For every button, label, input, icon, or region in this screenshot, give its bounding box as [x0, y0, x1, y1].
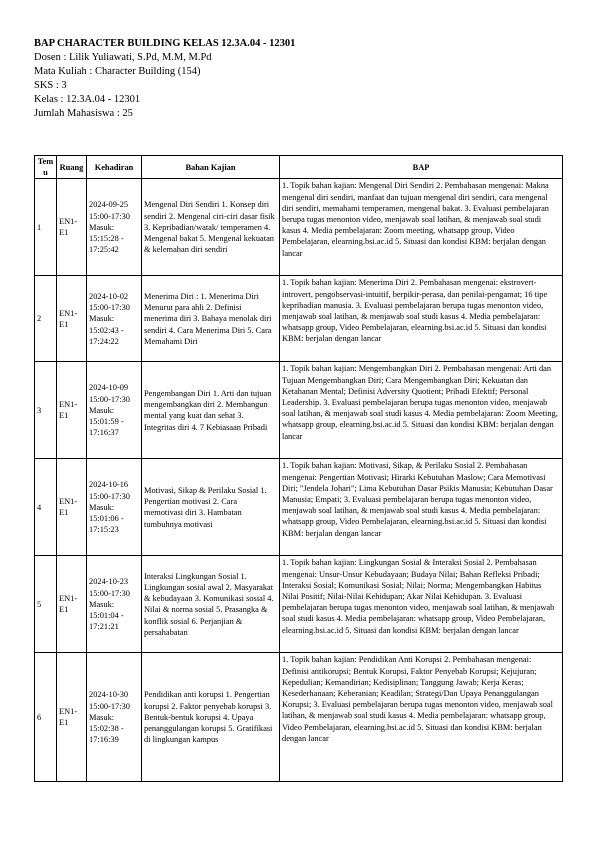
cell-bahan-kajian: Menerima Diri : 1. Menerima Diri Menurut para ahli 2. Definisi menerima diri 3. Bahaya menolak diri sendiri 4. Cara Menerima Diri 5. Cara Memahami Diri	[142, 276, 280, 362]
cell-temu: 5	[35, 556, 57, 653]
bap-table	[34, 155, 563, 782]
kelas-line: Kelas : 12.3A.04 - 12301	[34, 94, 141, 105]
dosen-line: Dosen : Lilik Yuliawati, S.Pd, M.M, M.Pd	[34, 52, 212, 63]
cell-bap: 1. Topik bahan kajian: Motivasi, Sikap, & Perilaku Sosial 2. Pembahasan mengenai: Pengertian Motivasi; Hirarki Kebutuhan Maslow; Cara Memotivasi Diri; "Jendela Johari"; Lima Kebutuhan Dasar Psikis Manusia; Kebutuhan Dasar Manusia; Empati; 3. Evaluasi pembelajaran berupa tugas menonton video, menjawab soal latihan, & menjawab soal studi kasus 4. Media pembelajaran: whatsapp group, Video Pembelajaran, elearning.bsi.ac.id 5. Situasi dan kondisi KBM: berjalan dengan lancar	[280, 459, 563, 556]
table-row	[35, 556, 563, 653]
cell-temu: 1	[35, 179, 57, 276]
cell-bahan-kajian: Pendidikan anti korupsi 1. Pengertian korupsi 2. Faktor penyebab korupsi 3. Bentuk-bentuk korupsi 4. Upaya penanggulangan korupsi 5. Gratifikasi di lingkungan kampus	[142, 653, 280, 782]
cell-bahan-kajian: Pengembangan Diri 1. Arti dan tujuan mengembangkan diri 2. Membangun mental yang kuat dan sehat 3. Integritas diri 4. 7 Kebiasaan Pribadi	[142, 362, 280, 459]
cell-kehadiran: 2024-10-09 15:00-17:30 Masuk: 15:01:59 - 17:16:37	[87, 362, 142, 459]
cell-bap: 1. Topik bahan kajian: Menerima Diri 2. Pembahasan mengenai: ekstrovert-introvert, pengobservasi-intuitif, berpikir-perasa, dan penilai-pengamat; 16 tipe kepribadian manusia. 3. Evaluasi pembelajaran berupa tugas menonton video, menjawab soal latihan, & menjawab soal studi kasus 4. Media pembelajaran: whatsapp group, Video Pembelajaran, elearning.bsi.ac.id 5. Situasi dan kondisi KBM: berjalan dengan lancar	[280, 276, 563, 362]
cell-temu: 3	[35, 362, 57, 459]
cell-ruang: EN1-E1	[57, 459, 87, 556]
cell-bap: 1. Topik bahan kajian: Lingkungan Sosial & Interaksi Sosial 2. Pembahasan mengenai: Unsur-Unsur Kebudayaan; Budaya Nilai; Bahan Refleksi Pribadi; Interaksi Sosial; Komunikasi Sosial; Nilai; Norma; Mengembangkan Habitus Nilai Positif; Nilai-Nilai Kehidupan; Akar Nilai Kehidupan. 3. Evaluasi pembelajaran berupa tugas menonton video, menjawab soal latihan, & menjawab soal studi kasus 4. Media pembelajaran: whatsapp group, Video Pembelajaran, elearning.bsi.ac.id 5. Situasi dan kondisi KBM: berjalan dengan lancar	[280, 556, 563, 653]
cell-bahan-kajian: Mengenal Diri Sendiri 1. Konsep diri sendiri 2. Mengenal ciri-ciri dasar fisik 3. Kepribadian/watak/ temperamen 4. Mengenal bakat 5. Mengenal kekuatan & kelemahan diri sendiri	[142, 179, 280, 276]
jumlah-mahasiswa-line: Jumlah Mahasiswa : 25	[34, 108, 133, 119]
table-header-row	[35, 156, 563, 179]
mata-kuliah-line: Mata Kuliah : Character Building (154)	[34, 66, 201, 77]
cell-temu: 2	[35, 276, 57, 362]
cell-bap: 1. Topik bahan kajian: Pendidikan Anti Korupsi 2. Pembahasan mengenai: Definisi antikorupsi; Bentuk Korupsi, Faktor Penyebab Korupsi; Kejujuran; Kepedulian; Kemandirian; Kedisiplinan; Tanggung Jawab; Kerja Keras; Kesederhanaan; Keberanian; Keadilan; Strategi/Dan Upaya Penanggulangan Korupsi; 3. Evaluasi pembelajaran berupa tugas menonton video, menjawab soal latihan, & menjawab soal studi kasus 4. Media pembelajaran: whatsapp group, Video Pembelajaran, elearning.bsi.ac.id 5. Situasi dan kondisi KBM: berjalan dengan lancar	[280, 653, 563, 782]
cell-temu: 6	[35, 653, 57, 782]
cell-bahan-kajian: Motivasi, Sikap & Perilaku Sosial 1. Pengertian motivasi 2. Cara memotivasi diri 3. Hambatan tumbuhnya motivasi	[142, 459, 280, 556]
cell-ruang: EN1-E1	[57, 276, 87, 362]
header-bap: BAP	[280, 156, 563, 179]
cell-kehadiran: 2024-10-02 15:00-17:30 Masuk: 15:02:43 - 17:24:22	[87, 276, 142, 362]
cell-bap: 1. Topik bahan kajian: Mengenal Diri Sendiri 2. Pembahasan mengenai: Makna mengenal diri sendiri, manfaat dan tujuan mengenal diri sendiri, cara mengenal diri sendiri, memahami temperamen, mengenal bakat. 3. Evaluasi pembelajaran berupa tugas menonton video, menjawab soal latihan, & menjawab soal studi kasus 4. Media pembelajaran: Zoom meeting, whatsapp group, Video Pembelajaran, elearning.bsi.ac.id 5. Situasi dan kondisi KBM: berjalan dengan lancar	[280, 179, 563, 276]
cell-kehadiran: 2024-10-16 15:00-17:30 Masuk: 15:01:06 - 17:15:23	[87, 459, 142, 556]
cell-ruang: EN1-E1	[57, 556, 87, 653]
cell-ruang: EN1-E1	[57, 362, 87, 459]
table-row	[35, 653, 563, 782]
header-kehadiran: Kehadiran	[87, 156, 142, 179]
document-header	[34, 37, 295, 121]
cell-bahan-kajian: Interaksi Lingkungan Sosial 1. Lingkungan sosial awal 2. Masyarakat & kebudayaan 3. Komunikasi sosial 4. Nilai & norma sosial 5. Prasangka & konflik sosial 6. Perjanjian & persahabatan	[142, 556, 280, 653]
cell-kehadiran: 2024-10-23 15:00-17:30 Masuk: 15:01:04 - 17:21:21	[87, 556, 142, 653]
header-temu: Temu	[35, 156, 57, 179]
table-row	[35, 179, 563, 276]
cell-kehadiran: 2024-10-30 15:00-17:30 Masuk: 15:02:38 - 17:16:39	[87, 653, 142, 782]
header-bahan-kajian: Bahan Kajian	[142, 156, 280, 179]
table-row	[35, 276, 563, 362]
cell-temu: 4	[35, 459, 57, 556]
sks-line: SKS : 3	[34, 80, 67, 91]
cell-ruang: EN1-E1	[57, 653, 87, 782]
header-ruang: Ruang	[57, 156, 87, 179]
document-title: BAP CHARACTER BUILDING KELAS 12.3A.04 - 12301	[34, 38, 296, 49]
cell-bap: 1. Topik bahan kajian: Mengembangkan Diri 2. Pembahasan mengenai: Arti dan Tujuan Mengembangkan Diri; Cara Mengembangkan Diri; Kekuatan dan Ketahanan Mental; Definisi Adversity Quotient; Pribadi Efektif; Personal Leadership. 3. Evaluasi pembelajaran berupa tugas menonton video, menjawab soal latihan, & menjawab soal studi kasus 4. Media pembelajaran: Zoom Meeting, whatsapp group, elearning.bsi.ac.id 5. Situasi dan kondisi KBM: berjalan dengan lancar	[280, 362, 563, 459]
cell-kehadiran: 2024-09-25 15:00-17:30 Masuk: 15:15:28 - 17:25:42	[87, 179, 142, 276]
table-row	[35, 362, 563, 459]
table-row	[35, 459, 563, 556]
cell-ruang: EN1-E1	[57, 179, 87, 276]
